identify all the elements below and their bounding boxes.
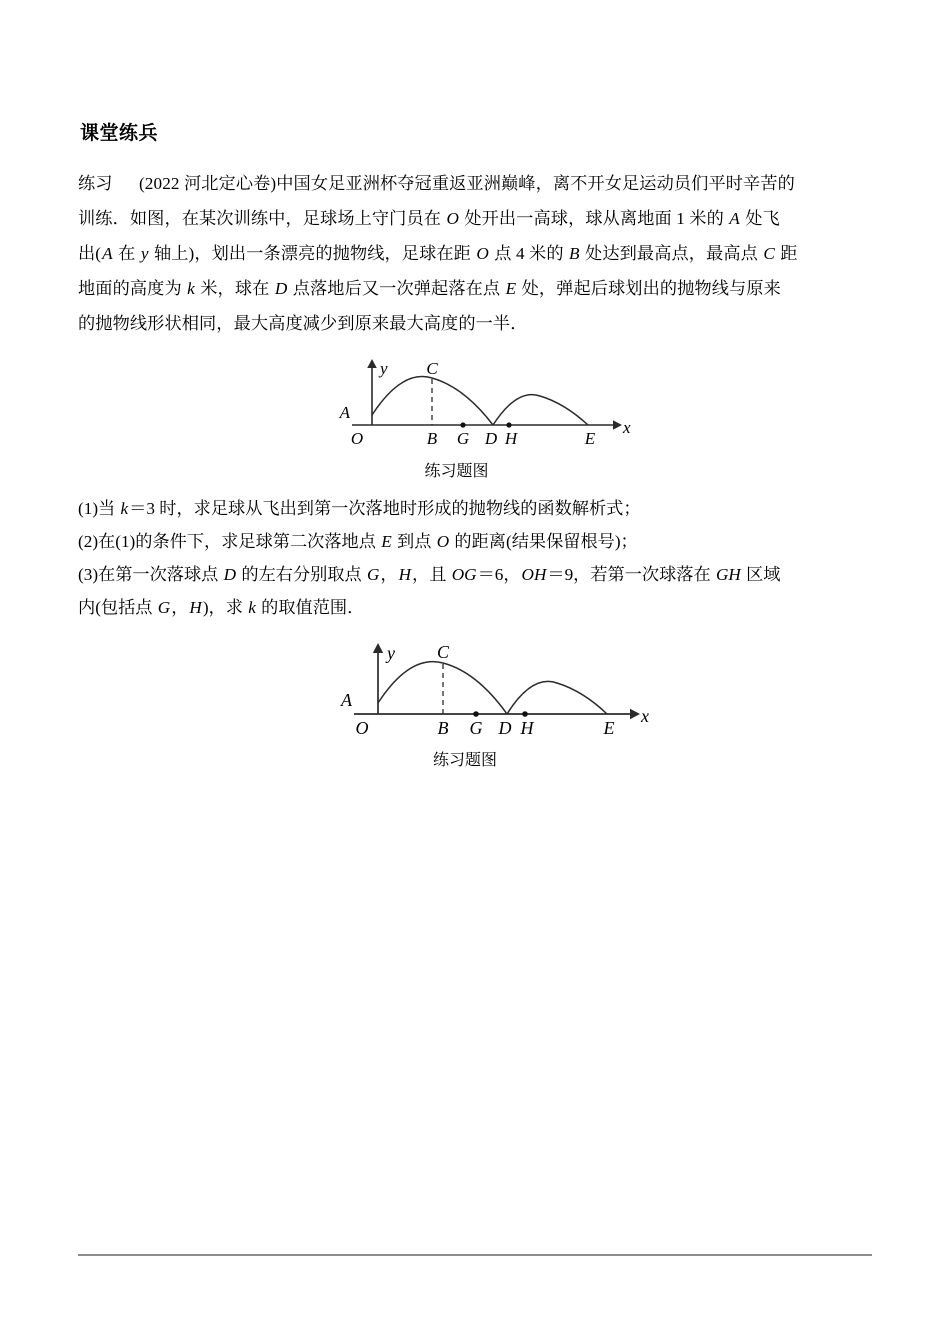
figure-1-graph xyxy=(300,352,660,457)
statement-line-4: 地面的高度为 k 米，球在 D 点落地后又一次弹起落在点 E 处，弹起后球划出的抛物线与原来 xyxy=(78,279,781,298)
footer-divider xyxy=(78,1254,872,1256)
exercise-figure-2 xyxy=(300,636,680,770)
y-axis-arrow xyxy=(373,643,383,653)
question-item-2: (2)在(1)的条件下，求足球第二次落地点 E 到点 O 的距离(结果保留根号)； xyxy=(78,532,638,551)
question-list xyxy=(78,492,888,624)
exercise-figure-1 xyxy=(300,352,660,481)
second-trajectory-curve xyxy=(507,681,607,714)
question-item-3: (3)在第一次落球点 D 的左右分别取点 G，H，且 OG＝6，OH＝9，若第一次球落在 GH 区域 xyxy=(78,565,781,584)
statement-line-5: 的抛物线形状相同，最大高度减少到原来最大高度的一半． xyxy=(78,314,528,333)
x-axis-label: x xyxy=(623,418,631,437)
label-point-d: D xyxy=(484,429,498,448)
label-point-g: G xyxy=(469,718,483,738)
figure-1-caption: 练习题图 xyxy=(424,463,489,480)
point-marker-h xyxy=(506,422,511,427)
label-point-a: A xyxy=(339,403,350,422)
x-axis-arrow xyxy=(630,709,640,719)
statement-line-1 xyxy=(78,166,878,201)
statement-text-1: 中国女足亚洲杯夺冠重返亚洲巅峰，离不开女足运动员们平时辛苦的 xyxy=(276,174,795,193)
label-point-e: E xyxy=(603,718,615,738)
figure-2-caption: 练习题图 xyxy=(432,752,497,769)
label-point-h: H xyxy=(504,429,518,448)
figure-2-graph xyxy=(300,636,680,746)
x-axis-label: x xyxy=(641,706,649,726)
statement-line-2: 训练．如图，在某次训练中，足球场上守门员在 O 处开出一高球，球从离地面 1 米的 A 处飞 xyxy=(78,209,780,228)
problem-statement xyxy=(78,166,878,341)
y-axis-label: y xyxy=(387,643,395,663)
exercise-label: 练习 xyxy=(78,174,113,193)
label-point-c: C xyxy=(436,642,450,662)
point-marker-h xyxy=(522,711,528,717)
exercise-source: (2022 河北定心卷) xyxy=(138,174,277,193)
label-point-h: H xyxy=(520,718,534,738)
label-point-b: B xyxy=(437,718,449,738)
x-axis-arrow xyxy=(613,420,622,430)
first-trajectory-curve xyxy=(378,662,507,714)
point-marker-g xyxy=(460,422,465,427)
label-point-a: A xyxy=(341,690,352,710)
page-title: 课堂练兵 xyxy=(80,122,159,144)
second-trajectory-curve xyxy=(493,395,588,425)
label-point-g: G xyxy=(456,429,470,448)
question-item-1: (1)当 k＝3 时，求足球从飞出到第一次落地时形成的抛物线的函数解析式； xyxy=(78,499,641,518)
label-point-o: O xyxy=(355,718,369,738)
label-point-c: C xyxy=(426,359,438,378)
point-marker-g xyxy=(473,711,479,717)
y-axis-arrow xyxy=(367,359,377,368)
label-point-o: O xyxy=(350,429,364,448)
label-point-b: B xyxy=(426,429,438,448)
question-item-3-cont: 内(包括点 G，H)，求 k 的取值范围． xyxy=(78,598,365,617)
label-point-e: E xyxy=(584,429,596,448)
y-axis-label: y xyxy=(380,359,388,378)
statement-line-3: 出(A 在 y 轴上)，划出一条漂亮的抛物线，足球在距 O 点 4 米的 B 处达到最高点，最高点 C 距 xyxy=(78,244,798,263)
label-point-d: D xyxy=(498,718,512,738)
